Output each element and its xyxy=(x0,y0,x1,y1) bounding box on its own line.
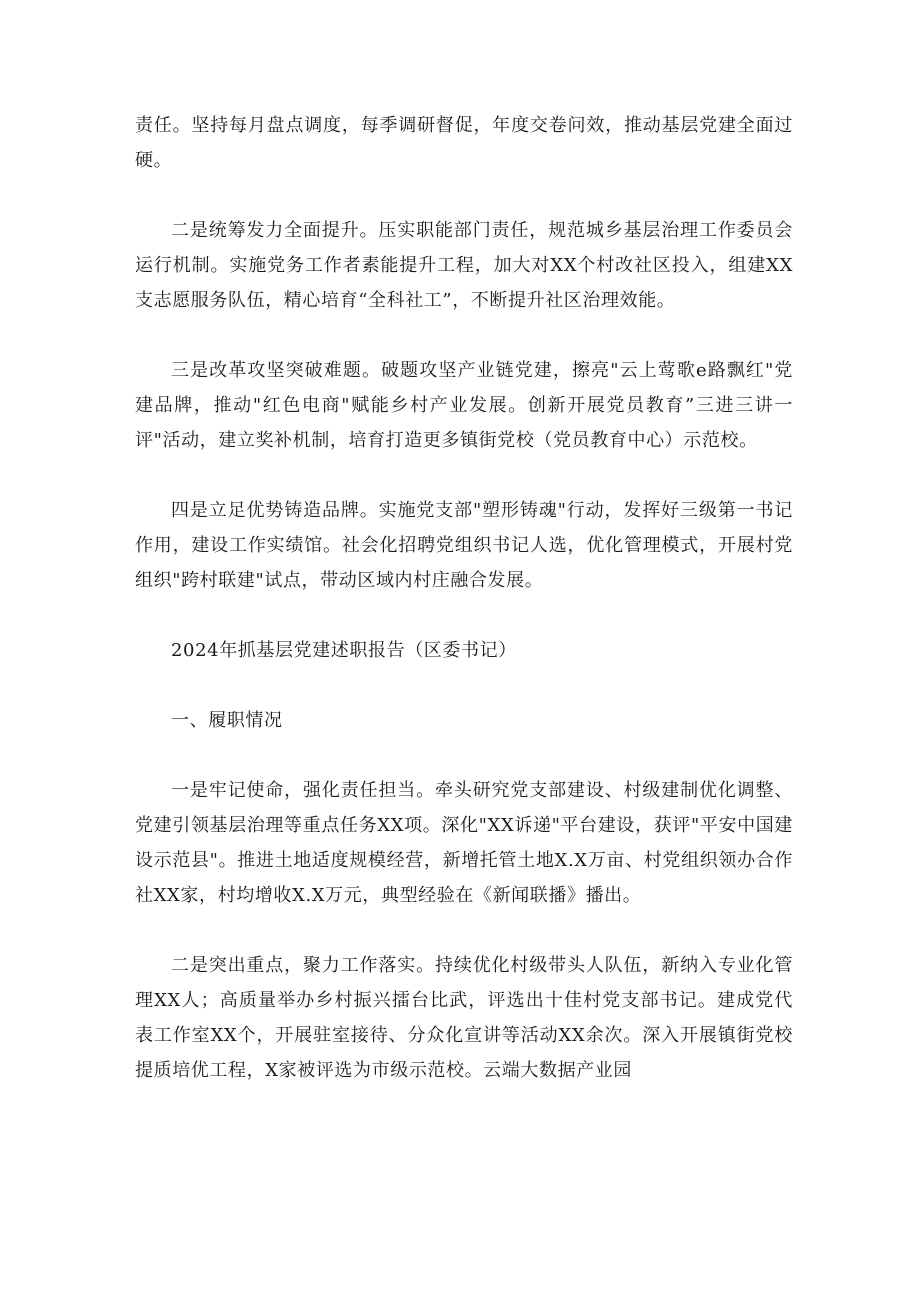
document-page xyxy=(135,108,793,1123)
section-paragraph-second: 二是突出重点，聚力工作落实。持续优化村级带头人队伍，新纳入专业化管理XX人；高质量举办乡村振兴擂台比武，评选出十佳村党支部书记。建成党代表工作室XX个，开展驻室接待、分众化宣讲等活动XX余次。深入开展镇街党校提质培优工程，X家被评选为市级示范校。云端大数据产业园 xyxy=(135,955,793,1081)
paragraph-third-point: 三是改革攻坚突破难题。破题攻坚产业链党建，擦亮"云上莺歌e路飘红"党建品牌，推动"红色电商"赋能乡村产业发展。创新开展党员教育”三进三讲一评"活动，建立奖补机制，培育打造更多镇街党校（党员教育中心）示范校。 xyxy=(135,360,793,451)
report-title: 2024年抓基层党建述职报告（区委书记） xyxy=(171,640,517,661)
paragraph-continuation: 责任。坚持每月盘点调度，每季调研督促，年度交卷问效，推动基层党建全面过硬。 xyxy=(135,115,793,171)
section-paragraph-first: 一是牢记使命，强化责任担当。牵头研究党支部建设、村级建制优化调整、党建引领基层治理等重点任务XX项。深化"XX诉递"平台建设，获评"平安中国建设示范县"。推进土地适度规模经营，新增托管土地X.X万亩、村党组织领办合作社XX家，村均增收X.X万元，典型经验在《新闻联播》播出。 xyxy=(135,780,793,906)
section-heading: 一、履职情况 xyxy=(171,710,283,731)
paragraph-second-point: 二是统筹发力全面提升。压实职能部门责任，规范城乡基层治理工作委员会运行机制。实施党务工作者素能提升工程，加大对XX个村改社区投入，组建XX支志愿服务队伍，精心培育“全科社工”，不断提升社区治理效能。 xyxy=(135,220,793,311)
paragraph-fourth-point: 四是立足优势铸造品牌。实施党支部"塑形铸魂"行动，发挥好三级第一书记作用，建设工作实绩馆。社会化招聘党组织书记人选，优化管理模式，开展村党组织"跨村联建"试点，带动区域内村庄融合发展。 xyxy=(135,500,793,591)
